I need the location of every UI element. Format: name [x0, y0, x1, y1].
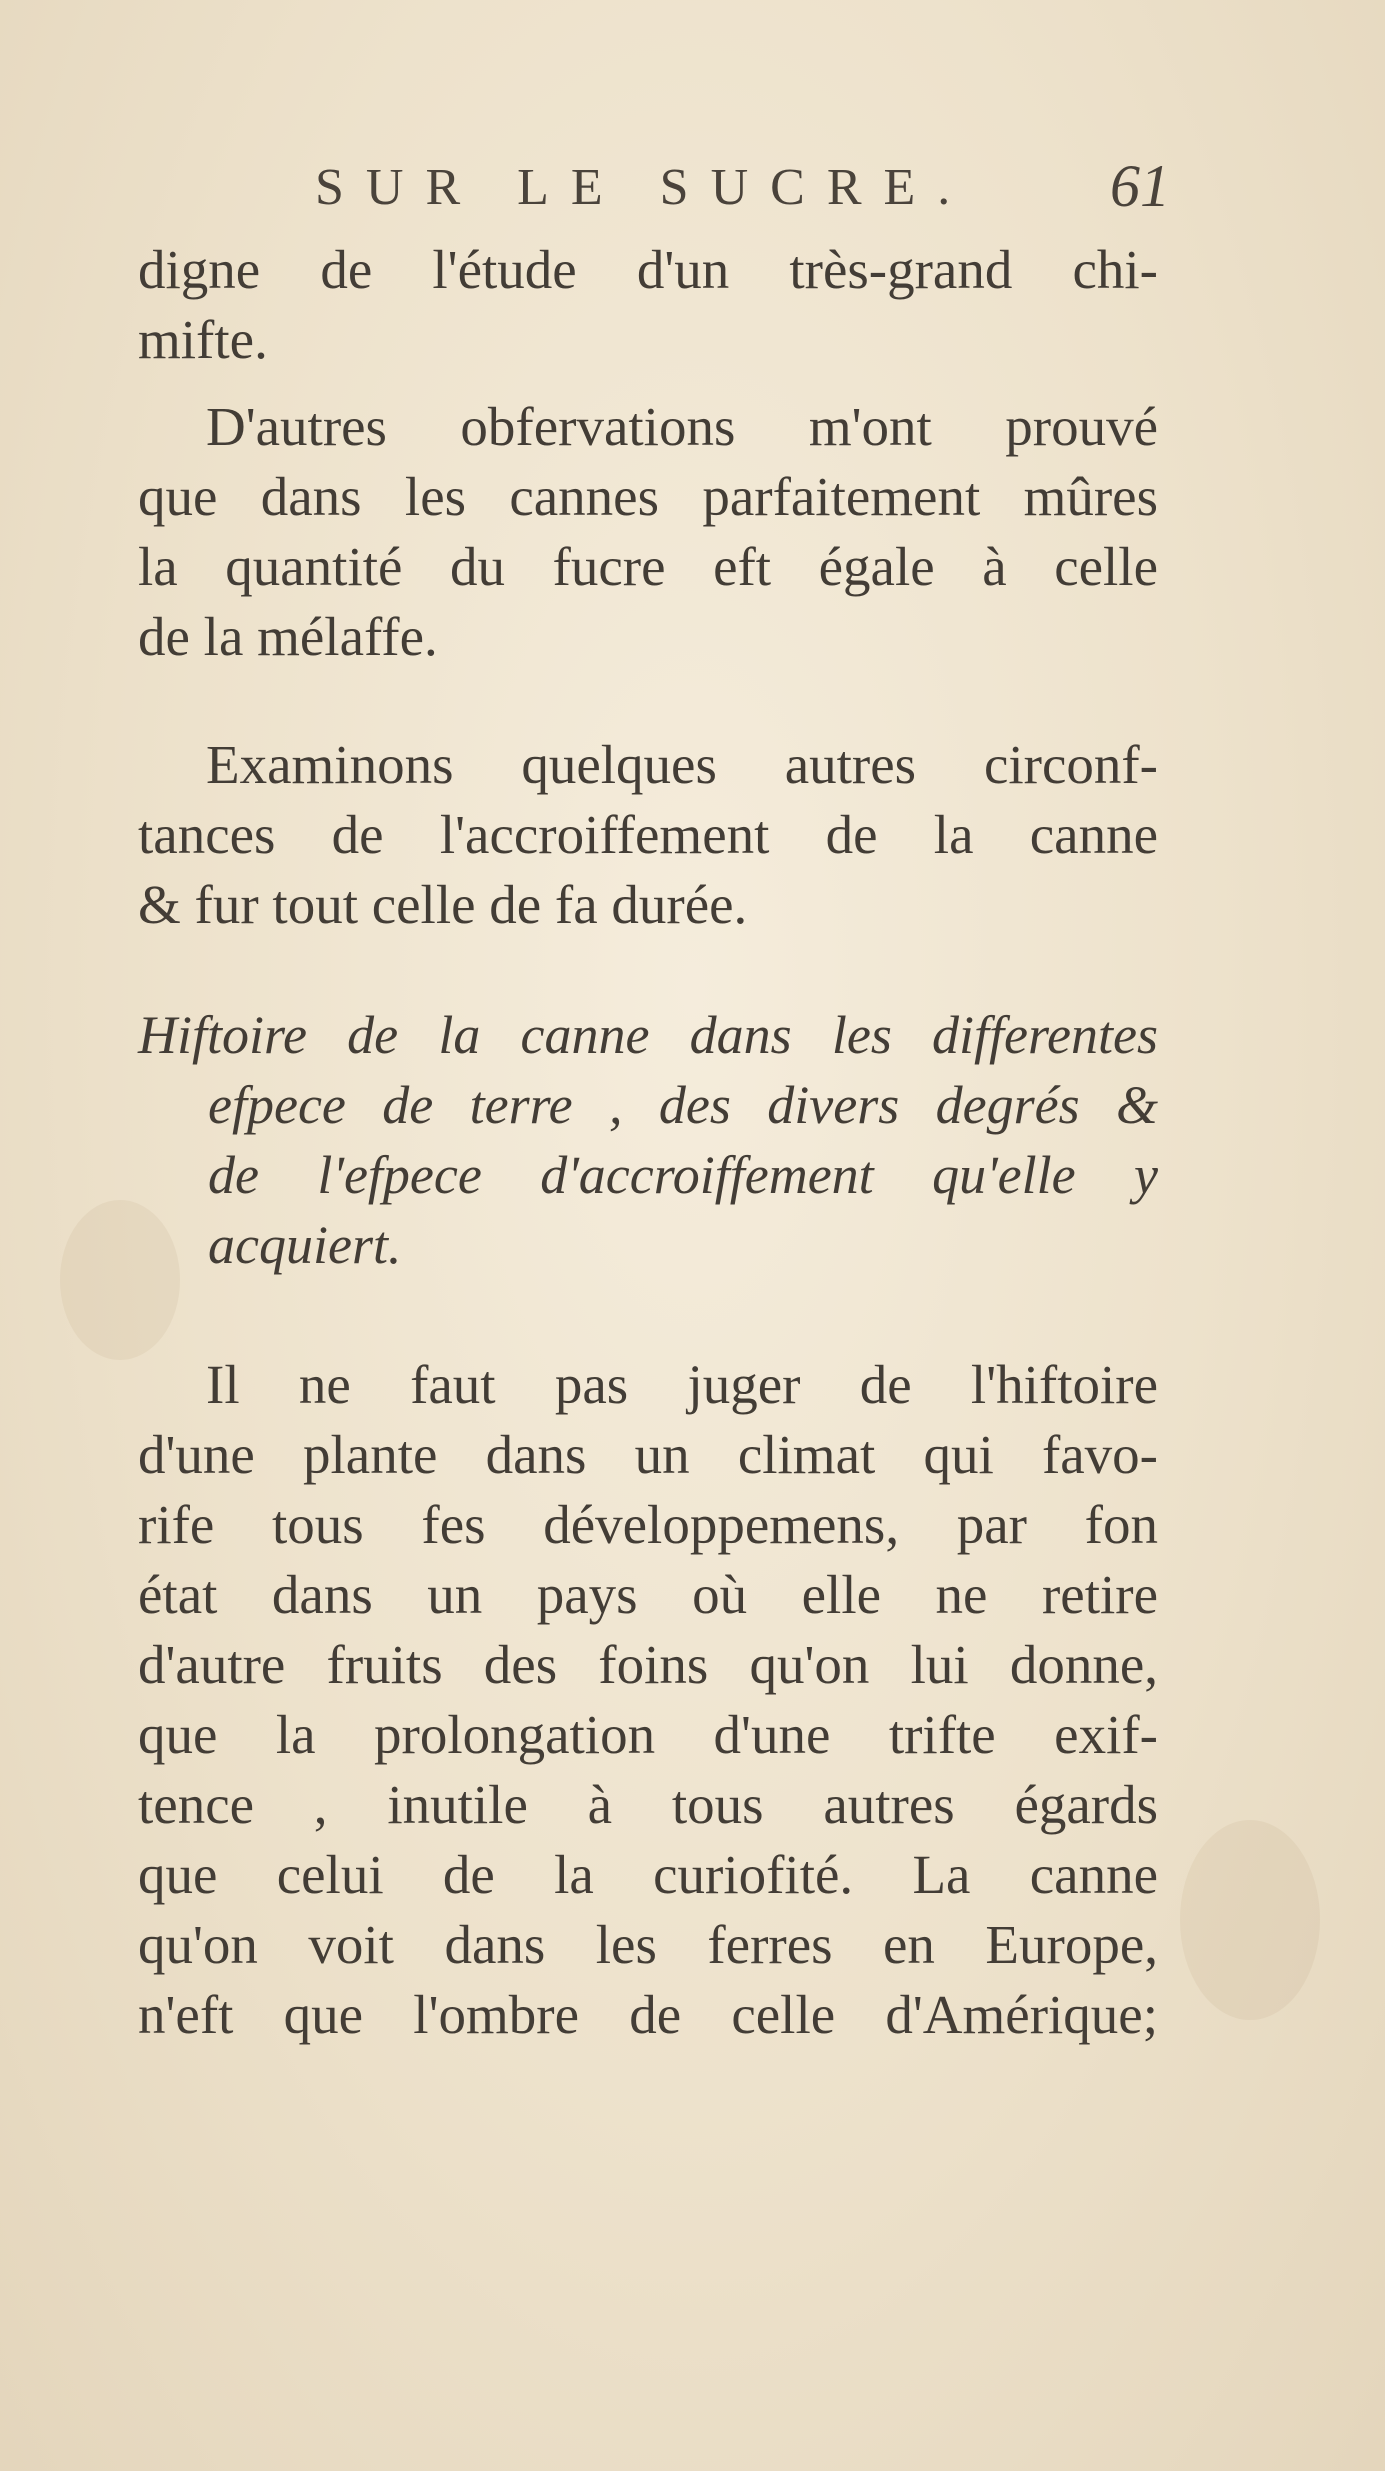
text-line: mifte. — [138, 309, 268, 370]
section-heading-line: Hiftoire de la canne dans les differentes — [138, 1005, 1158, 1065]
section-heading-line: de l'efpece d'accroiffement qu'elle y — [208, 1145, 1158, 1205]
text-line: d'autre fruits des foins qu'on lui donne, — [138, 1634, 1158, 1695]
text-line: & fur tout celle de fa durée. — [138, 874, 748, 935]
page-number: 61 — [1110, 153, 1170, 219]
running-head — [315, 153, 1170, 238]
text-line: que celui de la curiofité. La canne — [138, 1844, 1158, 1905]
text-line: Il ne faut pas juger de l'hiftoire — [206, 1354, 1158, 1415]
text-line: Examinons quelques autres circonf- — [206, 734, 1158, 795]
text-line: qu'on voit dans les ferres en Europe, — [138, 1914, 1158, 1975]
text-line: n'eft que l'ombre de celle d'Amérique; — [138, 1984, 1158, 2045]
paper-stain — [1180, 1820, 1320, 2020]
running-title: SUR LE SUCRE. — [315, 159, 973, 216]
text-line: la quantité du fucre eft égale à celle — [138, 536, 1158, 597]
text-line: D'autres obfervations m'ont prouvé — [206, 396, 1158, 457]
text-line: tances de l'accroiffement de la canne — [138, 804, 1158, 865]
text-line: tence , inutile à tous autres égards — [138, 1774, 1158, 1835]
text-line: d'une plante dans un climat qui favo- — [138, 1424, 1158, 1485]
text-line: que la prolongation d'une trifte exif- — [138, 1704, 1158, 1765]
section-heading-line: acquiert. — [208, 1215, 402, 1275]
text-line: de la mélaffe. — [138, 606, 438, 667]
text-line: que dans les cannes parfaitement mûres — [138, 466, 1158, 527]
text-line: état dans un pays où elle ne retire — [138, 1564, 1158, 1625]
section-heading-line: efpece de terre , des divers degrés & — [208, 1075, 1158, 1135]
text-line: rife tous fes développemens, par fon — [138, 1494, 1158, 1555]
text-line: digne de l'étude d'un très-grand chi- — [138, 239, 1158, 300]
